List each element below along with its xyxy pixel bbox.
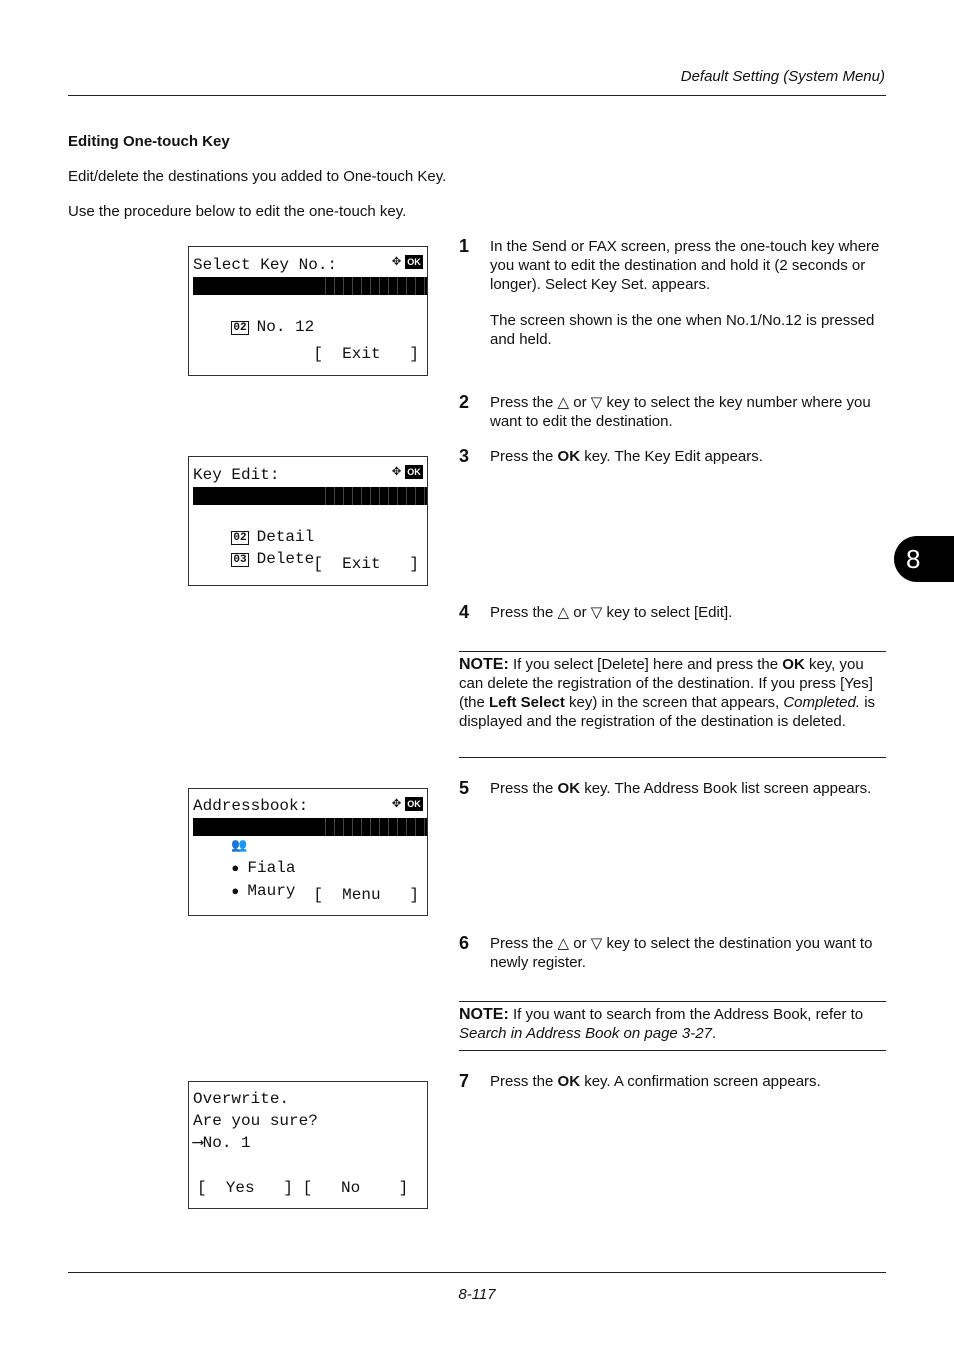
step-number: 6 [459, 933, 470, 953]
arrow-right-icon: ⟶ [193, 1134, 203, 1152]
page-number: 8-117 [458, 1286, 496, 1303]
step-number: 2 [459, 392, 470, 412]
text-run: If you select [Delete] here and press the [508, 656, 783, 673]
lcd-row-label: Fiala [247, 859, 296, 877]
lcd-title: Addressbook: [193, 797, 309, 815]
key-number-icon: 02 [233, 532, 247, 544]
step-number: 7 [459, 1071, 470, 1091]
note-rule-bottom [459, 1050, 886, 1051]
lcd-row-label: Delete [256, 550, 315, 568]
lcd-select-key-screen [188, 246, 428, 376]
lcd-row-label: Detail [256, 528, 315, 546]
lcd-row-label: Edit [256, 505, 296, 523]
lcd-row-selected [193, 487, 427, 523]
text-run: key. A confirmation screen appears. [580, 1073, 821, 1090]
step-number: 5 [459, 778, 470, 798]
step-text: In the Send or FAX screen, press the one-touch key where you want to edit the destination and hold it (2 seconds or longer). Select Key Set. appears. [490, 238, 880, 293]
ok-key-ref: OK [782, 656, 805, 673]
lcd-row-label: Design [251, 836, 310, 854]
step-text: Press the △ or ▽ key to select the key number where you want to edit the destination. [490, 394, 871, 430]
lcd-overwrite-screen [188, 1081, 428, 1209]
lcd-line-3-text: No. 1 [202, 1134, 251, 1152]
lcd-row-selected [193, 818, 427, 854]
lcd-row-label: No. 12 [256, 318, 315, 336]
lcd-softkey-menu: [ Menu ] [313, 886, 419, 904]
ok-key-icon: OK [405, 255, 423, 269]
running-header: Default Setting (System Menu) [680, 68, 885, 85]
footer-rule [68, 1272, 886, 1273]
lcd-softkeys-yes-no: [ Yes ] [ No ] [197, 1179, 409, 1197]
lcd-line-1: Overwrite. [193, 1090, 290, 1108]
header-rule [68, 95, 886, 96]
lcd-row-selected [193, 277, 427, 313]
note-label: NOTE: [459, 1006, 509, 1023]
arrow-keys-icon: ✥ [391, 463, 401, 480]
text-run: Press the [490, 780, 558, 797]
text-run: Press the [490, 1073, 558, 1090]
group-icon: 👥 [231, 838, 248, 853]
step-text [490, 1072, 886, 1091]
lcd-row [193, 300, 427, 336]
text-run: key. The Key Edit appears. [580, 448, 763, 465]
text-run: key. The Address Book list screen appears. [580, 780, 872, 797]
note-rule-top [459, 651, 886, 652]
text-run: Press the [490, 448, 558, 465]
note-delete [459, 655, 886, 731]
note-search [459, 1005, 886, 1043]
cross-reference-link[interactable]: Search in Address Book on page 3-27 [459, 1025, 712, 1042]
lcd-line-3 [193, 1134, 427, 1152]
ok-key-icon: OK [405, 797, 423, 811]
step-text [490, 447, 886, 466]
lcd-line-2: Are you sure? [193, 1112, 318, 1130]
lcd-row [193, 841, 427, 877]
ok-key-icon: OK [405, 465, 423, 479]
arrow-keys-icon: ✥ [391, 253, 401, 270]
step-subtext: The screen shown is the one when No.1/No.12 is pressed and held. [490, 312, 875, 348]
note-label: NOTE: [459, 656, 509, 673]
completed-message: Completed. [783, 694, 861, 711]
key-number-icon: 03 [233, 554, 247, 566]
lcd-title: Key Edit: [193, 466, 280, 484]
step-number: 4 [459, 602, 470, 622]
text-run: . [711, 1025, 717, 1042]
left-select-key-ref: Left Select [489, 694, 565, 711]
lcd-title: Select Key No.: [193, 256, 338, 274]
person-icon: ● [231, 884, 240, 899]
step-number: 1 [459, 236, 470, 256]
note-rule-top [459, 1001, 886, 1002]
intro-text-2: Use the procedure below to edit the one-touch key. [68, 203, 407, 220]
text-run: is displayed and the registration of the destination is deleted. [459, 694, 876, 730]
key-number-icon: 02 [233, 322, 247, 334]
ok-key-ref: OK [557, 448, 581, 465]
text-run: key) in the screen that appears, [564, 694, 784, 711]
lcd-softkey-exit: [ Exit ] [313, 345, 419, 363]
text-run: key, you can delete the registration of the destination. If you press [Yes] (the [459, 656, 873, 711]
section-title: Editing One-touch Key [68, 133, 230, 150]
lcd-row-label: Maury [247, 882, 296, 900]
ok-key-ref: OK [557, 1073, 581, 1090]
key-number-icon: 01 [233, 299, 247, 311]
arrow-keys-icon: ✥ [391, 795, 401, 812]
ok-key-ref: OK [557, 780, 581, 797]
intro-text: Edit/delete the destinations you added to One-touch Key. [68, 168, 447, 185]
step-number: 3 [459, 446, 470, 466]
step-text: Press the △ or ▽ key to select [Edit]. [490, 604, 733, 621]
chapter-tab: 8 [894, 536, 954, 582]
person-icon: ● [231, 861, 240, 876]
lcd-row-label: No. 1 [256, 295, 305, 313]
key-number-icon: 01 [233, 509, 247, 521]
lcd-softkey-exit: [ Exit ] [313, 555, 419, 573]
step-text: Press the △ or ▽ key to select the destination you want to newly register. [490, 935, 873, 971]
step-text [490, 779, 886, 798]
lcd-row [193, 510, 427, 546]
lcd-key-edit-screen [188, 456, 428, 586]
lcd-addressbook-screen [188, 788, 428, 916]
note-rule-bottom [459, 757, 886, 758]
text-run: If you want to search from the Address Book, refer to [508, 1006, 864, 1023]
